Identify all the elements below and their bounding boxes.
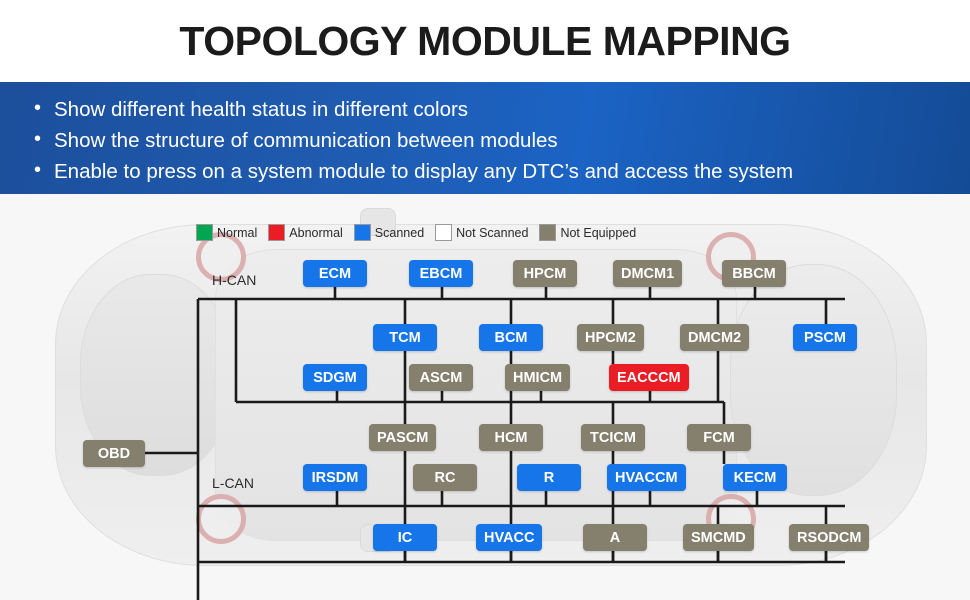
module-node-ebcm[interactable]: EBCM	[409, 260, 473, 287]
legend-item-not-scanned	[435, 224, 528, 241]
legend	[196, 224, 642, 241]
module-node-ascm[interactable]: ASCM	[409, 364, 473, 391]
module-node-ic[interactable]: IC	[373, 524, 437, 551]
legend-label: Scanned	[374, 225, 425, 240]
module-node-dmcm1[interactable]: DMCM1	[613, 260, 682, 287]
module-node-irsdm[interactable]: IRSDM	[303, 464, 367, 491]
module-node-hcm[interactable]: HCM	[479, 424, 543, 451]
module-node-pascm[interactable]: PASCM	[369, 424, 436, 451]
module-node-kecm[interactable]: KECM	[723, 464, 787, 491]
legend-swatch-scanned	[354, 224, 371, 241]
module-node-pscm[interactable]: PSCM	[793, 324, 857, 351]
module-node-hvaccm[interactable]: HVACCM	[607, 464, 686, 491]
module-node-bcm[interactable]: BCM	[479, 324, 543, 351]
module-node-obd[interactable]: OBD	[83, 440, 145, 467]
module-node-tcicm[interactable]: TCICM	[581, 424, 645, 451]
page-title-bar	[0, 0, 970, 82]
legend-item-abnormal	[268, 224, 343, 241]
legend-swatch-not-equipped	[539, 224, 556, 241]
legend-item-not-equipped	[539, 224, 636, 241]
feature-list	[0, 94, 970, 187]
module-node-ecm[interactable]: ECM	[303, 260, 367, 287]
module-node-sdgm[interactable]: SDGM	[303, 364, 367, 391]
feature-band	[0, 82, 970, 194]
bus-label-lcan: L-CAN	[212, 475, 255, 491]
feature-item: • Show the structure of communication between modules	[34, 125, 970, 156]
feature-item: • Enable to press on a system module to display any DTC’s and access the system	[34, 156, 970, 187]
legend-label: Not Scanned	[456, 225, 529, 240]
feature-item: • Show different health status in different colors	[34, 94, 970, 125]
module-node-rsodcm[interactable]: RSODCM	[789, 524, 869, 551]
legend-item-normal	[196, 224, 257, 241]
module-node-hpcm2[interactable]: HPCM2	[577, 324, 644, 351]
module-node-eacccm[interactable]: EACCCM	[609, 364, 689, 391]
legend-label: Abnormal	[289, 225, 343, 240]
topology-diagram	[0, 194, 970, 600]
module-node-r[interactable]: R	[517, 464, 581, 491]
legend-label: Normal	[217, 225, 258, 240]
bus-label-hcan: H-CAN	[212, 272, 257, 288]
legend-swatch-normal	[196, 224, 213, 241]
module-node-tcm[interactable]: TCM	[373, 324, 437, 351]
module-node-dmcm2[interactable]: DMCM2	[680, 324, 749, 351]
module-node-hvacc[interactable]: HVACC	[476, 524, 542, 551]
module-node-rc[interactable]: RC	[413, 464, 477, 491]
module-node-hmicm[interactable]: HMICM	[505, 364, 570, 391]
page-title: TOPOLOGY MODULE MAPPING	[179, 17, 791, 64]
legend-swatch-abnormal	[268, 224, 285, 241]
module-node-bbcm[interactable]: BBCM	[722, 260, 786, 287]
legend-item-scanned	[354, 224, 424, 241]
module-node-smcmd[interactable]: SMCMD	[683, 524, 754, 551]
module-node-a[interactable]: A	[583, 524, 647, 551]
module-node-hpcm[interactable]: HPCM	[513, 260, 577, 287]
legend-label: Not Equipped	[560, 225, 637, 240]
module-node-fcm[interactable]: FCM	[687, 424, 751, 451]
legend-swatch-not-scanned	[435, 224, 452, 241]
